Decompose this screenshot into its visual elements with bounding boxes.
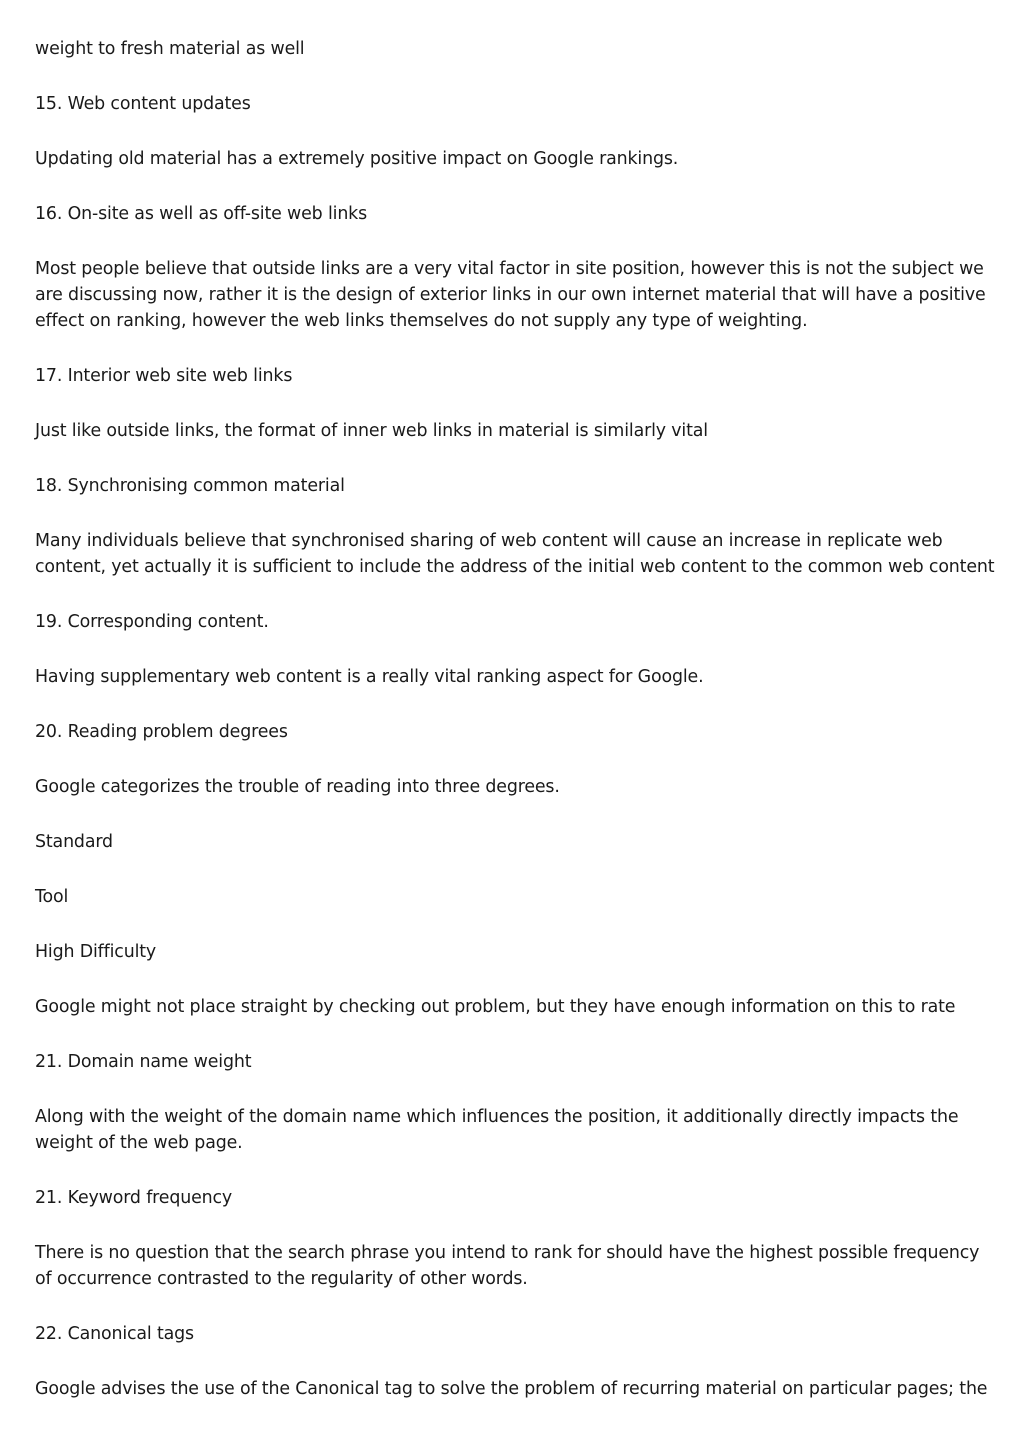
paragraph: Most people believe that outside links are a very vital factor in site position, however this is not the subject we are discussing now, rather it is the design of exterior links in our own internet material that will have a positive effect on ranking, however the web links themselves do not supply any type of weighting.: [35, 259, 986, 331]
paragraph: Many individuals believe that synchronised sharing of web content will cause an increase in replicate web content, yet actually it is sufficient to include the address of the initial web content to the common web content: [35, 531, 995, 577]
section-heading: 21. Domain name weight: [35, 1052, 252, 1072]
section-heading: 16. On-site as well as off-site web links: [35, 204, 368, 224]
section-heading: 15. Web content updates: [35, 94, 251, 114]
list-item: Tool: [35, 887, 69, 907]
section-heading: 21. Keyword frequency: [35, 1188, 233, 1208]
section-heading: 18. Synchronising common material: [35, 476, 345, 496]
paragraph: Google might not place straight by checking out problem, but they have enough information on this to rate: [35, 997, 956, 1017]
paragraph: Google advises the use of the Canonical tag to solve the problem of recurring material on particular pages; the: [35, 1379, 988, 1399]
paragraph: Updating old material has a extremely positive impact on Google rankings.: [35, 149, 679, 169]
section-heading: 20. Reading problem degrees: [35, 722, 288, 742]
paragraph: There is no question that the search phrase you intend to rank for should have the highest possible frequency of occurrence contrasted to the regularity of other words.: [35, 1243, 980, 1289]
paragraph: Google categorizes the trouble of reading into three degrees.: [35, 777, 560, 797]
paragraph: Having supplementary web content is a really vital ranking aspect for Google.: [35, 667, 704, 687]
section-heading: 17. Interior web site web links: [35, 366, 293, 386]
list-item: Standard: [35, 832, 113, 852]
list-item: High Difficulty: [35, 942, 157, 962]
section-heading: 19. Corresponding content.: [35, 612, 269, 632]
document-page: [35, 36, 995, 1431]
paragraph: Along with the weight of the domain name which influences the position, it additionally directly impacts the weight of the web page.: [35, 1107, 959, 1153]
paragraph: weight to fresh material as well: [35, 39, 305, 59]
section-heading: 22. Canonical tags: [35, 1324, 194, 1344]
paragraph: Just like outside links, the format of inner web links in material is similarly vital: [35, 421, 708, 441]
